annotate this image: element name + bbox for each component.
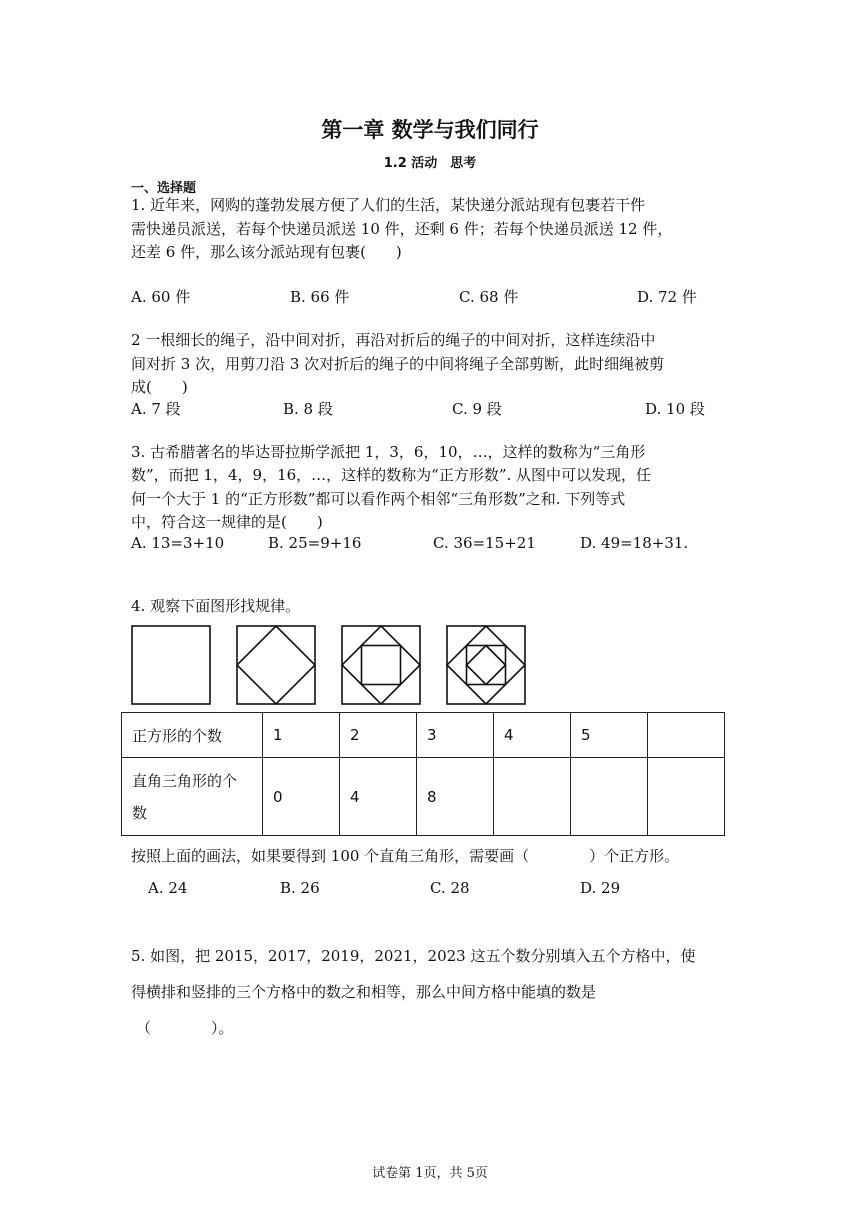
figure-3-inner-square xyxy=(362,646,401,685)
figure-1-square xyxy=(132,626,210,704)
table-cell: 2 xyxy=(340,713,417,758)
table-cell: 1 xyxy=(263,713,340,758)
square-pattern-figures xyxy=(128,622,528,708)
table-cell xyxy=(648,758,725,836)
table-cell: 0 xyxy=(263,758,340,836)
page-subtitle: 1.2 活动 思考 xyxy=(383,156,477,171)
table-cell: 5 xyxy=(571,713,648,758)
q2-line-3: 成( ) xyxy=(131,378,188,396)
q4-stem: 4. 观察下面图形找规律。 xyxy=(131,597,301,615)
table-cell xyxy=(648,713,725,758)
figure-2-diamond xyxy=(237,626,315,704)
q5-line-3: （ ）。 xyxy=(136,1019,234,1037)
q3-option-c[interactable]: C. 36=15+21 xyxy=(433,534,536,552)
q1-line-1: 1. 近年来，网购的蓬勃发展方便了人们的生活，某快递分派站现有包裹若干件 xyxy=(131,196,646,214)
q2-line-2: 间对折 3 次，用剪刀沿 3 次对折后的绳子的中间将绳子全部剪断，此时细绳被剪 xyxy=(131,355,665,373)
figure-4-inner-diamond xyxy=(467,646,506,685)
q1-line-2: 需快递员派送，若每个快递员派送 10 件，还剩 6 件；若每个快递员派送 12 件， xyxy=(131,220,673,238)
section-heading: 一、选择题 xyxy=(131,181,197,196)
table-cell: 4 xyxy=(340,758,417,836)
q1-line-3: 还差 6 件，那么该分派站现有包裹( ) xyxy=(131,243,402,261)
page-title: 第一章 数学与我们同行 xyxy=(321,118,539,142)
q4-question: 按照上面的画法，如果要得到 100 个直角三角形，需要画（ ）个正方形。 xyxy=(131,847,680,865)
table-cell xyxy=(494,758,571,836)
q4-option-b[interactable]: B. 26 xyxy=(280,879,320,897)
page-footer: 试卷第 1页，共 5页 xyxy=(372,1166,488,1181)
q2-option-a[interactable]: A. 7 段 xyxy=(131,400,181,418)
q1-option-a[interactable]: A. 60 件 xyxy=(131,288,191,306)
table-cell: 4 xyxy=(494,713,571,758)
pattern-table xyxy=(121,712,725,836)
table-cell: 8 xyxy=(417,758,494,836)
q3-line-1: 3. 古希腊著名的毕达哥拉斯学派把 1，3，6，10，…，这样的数称为“三角形 xyxy=(131,443,646,461)
q1-option-b[interactable]: B. 66 件 xyxy=(290,288,350,306)
table-cell xyxy=(571,758,648,836)
figure-3-diamond xyxy=(342,626,420,704)
q4-option-a[interactable]: A. 24 xyxy=(148,879,188,897)
q1-option-c[interactable]: C. 68 件 xyxy=(459,288,519,306)
table-cell: 3 xyxy=(417,713,494,758)
table-row-label-line-2: 数 xyxy=(132,803,148,822)
figure-2-outer-square xyxy=(237,626,315,704)
table-row xyxy=(122,713,725,758)
q4-option-c[interactable]: C. 28 xyxy=(430,879,470,897)
q5-line-2: 得横排和竖排的三个方格中的数之和相等，那么中间方格中能填的数是 xyxy=(131,983,597,1001)
table-row-label xyxy=(122,758,263,836)
table-row-label-line-1: 直角三角形的个 xyxy=(132,771,238,790)
q4-option-d[interactable]: D. 29 xyxy=(580,879,621,897)
figure-4-diamond xyxy=(447,626,525,704)
q2-option-c[interactable]: C. 9 段 xyxy=(452,400,502,418)
q1-option-d[interactable]: D. 72 件 xyxy=(637,288,697,306)
figure-4-inner-square xyxy=(467,646,506,685)
q3-line-2: 数”，而把 1，4，9，16，…，这样的数称为“正方形数”. 从图中可以发现，任 xyxy=(131,466,652,484)
q3-option-b[interactable]: B. 25=9+16 xyxy=(268,534,362,552)
figure-4-outer-square xyxy=(447,626,525,704)
q2-option-d[interactable]: D. 10 段 xyxy=(645,400,705,418)
q3-line-3: 何一个大于 1 的“正方形数”都可以看作两个相邻“三角形数”之和. 下列等式 xyxy=(131,490,626,508)
q3-line-4: 中，符合这一规律的是( ) xyxy=(131,513,323,531)
q3-option-a[interactable]: A. 13=3+10 xyxy=(131,534,225,552)
table-row xyxy=(122,758,725,836)
figure-3-outer-square xyxy=(342,626,420,704)
q5-line-1: 5. 如图，把 2015，2017，2019，2021，2023 这五个数分别填入五个方格中，使 xyxy=(131,947,696,965)
q3-option-d[interactable]: D. 49=18+31. xyxy=(580,534,689,552)
q2-line-1: 2 一根细长的绳子，沿中间对折，再沿对折后的绳子的中间对折，这样连续沿中 xyxy=(131,331,656,349)
table-row-label: 正方形的个数 xyxy=(122,713,263,758)
q2-option-b[interactable]: B. 8 段 xyxy=(283,400,333,418)
